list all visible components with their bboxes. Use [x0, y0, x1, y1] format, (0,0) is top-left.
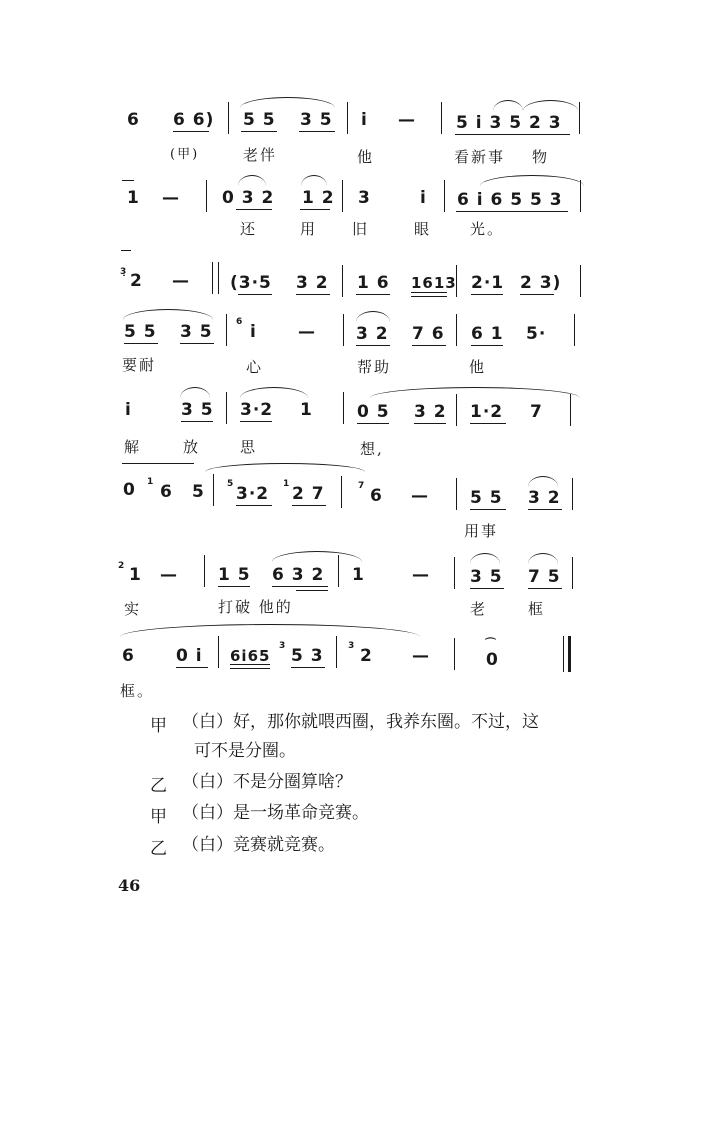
slur [523, 100, 578, 111]
note: 1·2 [470, 402, 504, 422]
note: 5· [526, 324, 547, 344]
underline [520, 294, 554, 295]
barline [444, 180, 445, 212]
lyric: 物 [532, 148, 550, 166]
note: 6 [127, 110, 140, 130]
underline [238, 294, 272, 295]
note: 3 2 [296, 273, 329, 293]
note: 3 [358, 188, 371, 208]
note: 0 i [176, 646, 203, 666]
note: 3·2 [240, 400, 274, 420]
slur [356, 311, 390, 322]
lyric: 解 [124, 438, 142, 456]
lyric: 用 [300, 220, 318, 238]
note: 5 i 3 5 2 3 [456, 113, 562, 133]
underline [528, 588, 562, 589]
underline [241, 131, 277, 132]
barline [572, 478, 573, 510]
lyric: 老 [470, 600, 488, 618]
barline [580, 265, 581, 297]
underline [414, 423, 446, 424]
lyric: 他 [357, 148, 375, 166]
lyric: 他 [469, 358, 487, 376]
barline [572, 557, 573, 589]
slur [205, 463, 365, 472]
barline [456, 265, 457, 297]
underline [356, 294, 390, 295]
note: — [298, 322, 316, 342]
underline [230, 668, 270, 669]
note: 3·2 [236, 484, 270, 504]
barline [206, 180, 207, 212]
underline [471, 345, 503, 346]
note: i [361, 110, 368, 130]
grace-note: 2 [118, 561, 126, 571]
underline [272, 586, 328, 587]
lyric: 要耐 [122, 356, 157, 374]
note: 0 5 [357, 402, 390, 422]
barline [580, 180, 581, 212]
underline [357, 423, 389, 424]
slur [528, 553, 558, 564]
speaker-label: 乙 [150, 776, 167, 796]
barline [338, 555, 339, 587]
note: 5 5 [470, 488, 503, 508]
barline [454, 557, 455, 589]
note: 0 3 2 [222, 188, 275, 208]
underline [300, 209, 330, 210]
barline [218, 636, 219, 668]
slur [370, 387, 580, 398]
barline [563, 636, 564, 672]
tie-mark [121, 250, 131, 251]
dialogue-line: （白）竞赛就竞赛。 [182, 835, 335, 855]
note: 1 [300, 400, 313, 420]
note: — [411, 486, 429, 506]
note: i [420, 188, 427, 208]
note: — [412, 646, 430, 666]
underline [218, 586, 250, 587]
underline [412, 345, 446, 346]
note: 0 [123, 480, 136, 500]
barline [218, 262, 219, 294]
underline [180, 343, 214, 344]
note: 3 5 [300, 110, 333, 130]
speaker-label: 甲 [150, 807, 167, 827]
note: 5 3 [291, 646, 324, 666]
note: 1 [352, 565, 365, 585]
lyric: 实 [124, 600, 142, 618]
note: 2 3) [520, 273, 562, 293]
note: i [125, 400, 132, 420]
barline [213, 474, 214, 506]
underline [411, 296, 447, 297]
slur [180, 387, 210, 398]
note: 2·1 [471, 273, 505, 293]
lyric: 想, [360, 440, 384, 458]
grace-note: 7 [358, 481, 366, 491]
note: 0 [486, 650, 499, 670]
note: 5 5 [124, 322, 157, 342]
note: 6 [160, 482, 173, 502]
note: 2 [130, 271, 143, 291]
barline [456, 394, 457, 426]
lyric: 光。 [470, 220, 505, 238]
slur [301, 175, 327, 186]
barline [454, 638, 455, 670]
note: (3·5 [230, 273, 272, 293]
dialogue-line: （白）是一场革命竞赛。 [182, 803, 369, 823]
note: 6i65 [230, 647, 271, 665]
underline [455, 134, 570, 135]
slur [238, 175, 266, 186]
note: 1 2 [302, 188, 335, 208]
note: 3 5 [470, 567, 503, 587]
underline [471, 294, 503, 295]
note: 7 5 [528, 567, 561, 587]
underline [230, 664, 270, 665]
barline [342, 265, 343, 297]
note: 5 5 [243, 110, 276, 130]
barline [574, 314, 575, 346]
lyric: 放 [183, 438, 201, 456]
underline [296, 590, 328, 591]
underline [411, 292, 447, 293]
barline [226, 314, 227, 346]
barline [441, 102, 442, 134]
note: 6 1 [471, 324, 504, 344]
note: — [160, 565, 178, 585]
slur [120, 624, 420, 637]
speaker-label: 甲 [150, 716, 167, 736]
note: 6 [370, 486, 383, 506]
note: 2 [360, 646, 373, 666]
speaker-label: 乙 [150, 839, 167, 859]
dialogue-line: （白）不是分圈算啥？ [182, 772, 352, 792]
underline [356, 345, 390, 346]
note: 1 6 [357, 273, 390, 293]
slur [493, 100, 523, 111]
slur [528, 476, 558, 487]
grace-note: 3 [279, 641, 287, 651]
note: 1613 [411, 274, 457, 292]
note: i [250, 322, 257, 342]
barline [226, 392, 227, 424]
slur [272, 551, 362, 562]
note: 6 i 6 5 5 3 [457, 190, 563, 210]
lyric: (甲) [170, 147, 200, 162]
note: 3 5 [181, 400, 214, 420]
lyric: 思 [240, 438, 258, 456]
underline [299, 131, 335, 132]
note: 6 6) [173, 110, 215, 130]
underline [236, 209, 272, 210]
note: — [398, 110, 416, 130]
underline [470, 423, 506, 424]
tie-line [122, 463, 194, 464]
slur [470, 553, 500, 564]
note: 7 6 [412, 324, 445, 344]
note: 2 7 [292, 484, 325, 504]
underline [528, 509, 562, 510]
barline [341, 476, 342, 508]
slur [123, 309, 213, 320]
underline [124, 343, 158, 344]
lyric: 打破 他的 [218, 598, 293, 616]
underline [291, 667, 325, 668]
note: 1 [127, 188, 140, 208]
barline [347, 102, 348, 134]
underline [173, 131, 209, 132]
barline [570, 394, 571, 426]
slur [240, 387, 308, 398]
barline [456, 478, 457, 510]
grace-note: 6 [236, 317, 244, 327]
barline [342, 180, 343, 212]
lyric: 用事 [464, 522, 499, 540]
lyric: 看新事 [454, 148, 506, 166]
note: 3 5 [180, 322, 213, 342]
note: 3 2 [528, 488, 561, 508]
note: — [162, 188, 180, 208]
final-barline [568, 636, 571, 672]
lyric: 旧 [352, 220, 370, 238]
slur [480, 175, 584, 186]
underline [176, 667, 208, 668]
note: 3 2 [414, 402, 447, 422]
note: — [172, 271, 190, 291]
barline [579, 102, 580, 134]
barline [343, 314, 344, 346]
page-number: 46 [118, 876, 141, 895]
underline [292, 505, 326, 506]
barline [456, 314, 457, 346]
lyric: 框 [528, 600, 546, 618]
note: 5 [192, 482, 205, 502]
grace-note: 5 [227, 479, 235, 489]
grace-note: 3 [348, 641, 356, 651]
slur [240, 97, 335, 108]
note: 6 3 2 [272, 565, 325, 585]
underline [296, 294, 330, 295]
dialogue-line: （白）好，那你就喂西圈，我养东圈。不过，这 [182, 712, 539, 732]
note: 7 [530, 402, 543, 422]
fermata-icon: ⌒ [485, 637, 497, 650]
lyric: 心 [246, 358, 264, 376]
lyric: 老伴 [243, 146, 278, 164]
underline [456, 211, 568, 212]
lyric: 框。 [120, 682, 155, 700]
dialogue-line: 可不是分圈。 [194, 741, 296, 761]
lyric: 还 [240, 220, 258, 238]
barline [228, 102, 229, 134]
barline [343, 392, 344, 424]
note: 3 2 [356, 324, 389, 344]
grace-note: 1 [283, 479, 291, 489]
underline [470, 509, 506, 510]
underline [236, 505, 272, 506]
note: — [412, 565, 430, 585]
barline [212, 262, 213, 294]
note: 6 [122, 646, 135, 666]
lyric: 眼 [414, 220, 432, 238]
note: 1 5 [218, 565, 251, 585]
underline [181, 421, 213, 422]
barline [336, 636, 337, 668]
underline [470, 588, 504, 589]
grace-note: 3̣ [120, 267, 128, 277]
underline [240, 421, 272, 422]
grace-note: 1 [147, 477, 155, 487]
barline [204, 555, 205, 587]
tie-mark [122, 180, 134, 181]
note: 1 [129, 565, 142, 585]
lyric: 帮助 [357, 358, 392, 376]
